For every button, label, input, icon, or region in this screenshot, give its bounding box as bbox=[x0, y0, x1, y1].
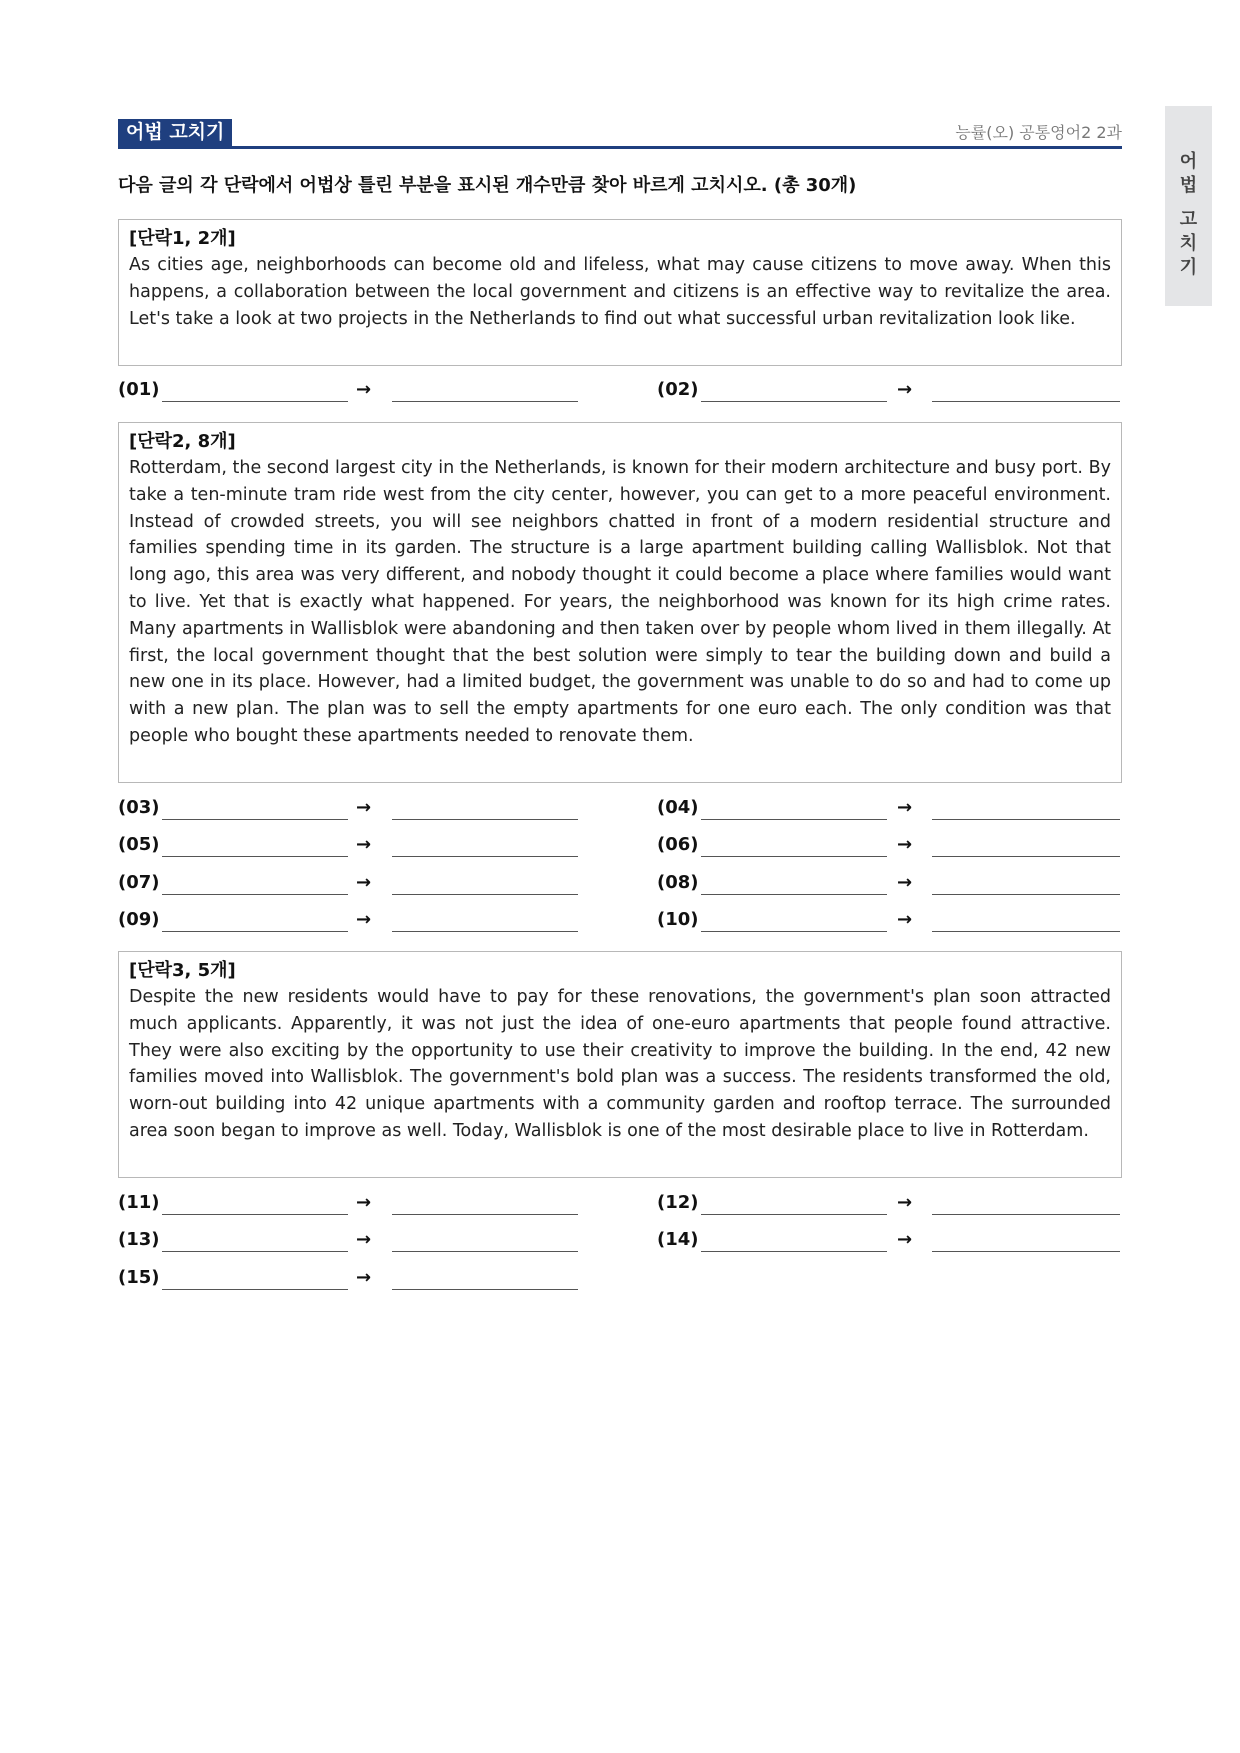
answer-row bbox=[118, 1190, 578, 1216]
arrow-icon: → bbox=[356, 797, 372, 818]
answer-row bbox=[657, 832, 1122, 858]
answer-row bbox=[657, 377, 1122, 403]
arrow-icon: → bbox=[897, 1229, 913, 1250]
arrow-icon: → bbox=[356, 1267, 372, 1288]
answer-blank-wrong[interactable] bbox=[701, 856, 887, 857]
arrow-icon: → bbox=[897, 1192, 913, 1213]
answer-row bbox=[657, 795, 1122, 821]
answer-number: (12) bbox=[657, 1192, 699, 1213]
side-tab bbox=[1165, 106, 1212, 306]
answer-row bbox=[657, 1227, 1122, 1253]
paragraph-title: [단락3, 5개] bbox=[129, 960, 236, 981]
paragraph-box-1 bbox=[118, 219, 1122, 366]
answer-blank-correct[interactable] bbox=[932, 931, 1120, 932]
arrow-icon: → bbox=[897, 797, 913, 818]
answer-number: (05) bbox=[118, 834, 160, 855]
answer-blank-wrong[interactable] bbox=[701, 1251, 887, 1252]
section-badge: 어법 고치기 bbox=[118, 119, 232, 146]
answer-number: (11) bbox=[118, 1192, 160, 1213]
answer-number: (10) bbox=[657, 909, 699, 930]
answer-number: (07) bbox=[118, 872, 160, 893]
answer-blank-correct[interactable] bbox=[392, 931, 578, 932]
side-tab-char: 어 bbox=[1179, 151, 1198, 172]
instruction-text: 다음 글의 각 단락에서 어법상 틀린 부분을 표시된 개수만큼 찾아 바르게 고치시오. (총 30개) bbox=[118, 175, 857, 196]
paragraph-text: Rotterdam, the second largest city in the Netherlands, is known for their modern architecture and busy port. By take a ten-minute tram ride west from the city center, however, you can get to a more peaceful environment. Instead of crowded streets, you will see neighbors chatted in front of a modern residential structure and families spending time in its garden. The structure is a large apartment building calling Wallisblok. Not that long ago, this area was very different, and nobody thought it could become a place where families would want to live. Yet that is exactly what happened. For years, the neighborhood was known for its high crime rates. Many apartments in Wallisblok were abandoning and then taken over by people whom lived in them illegally. At first, the local government thought that the best solution were simply to tear the building down and build a new one in its place. However, had a limited budget, the government was unable to do so and had to come up with a new plan. The plan was to sell the empty apartments for one euro each. The only condition was that people who bought these apartments needed to renovate them. bbox=[129, 458, 1111, 746]
answer-row bbox=[118, 907, 578, 933]
arrow-icon: → bbox=[897, 379, 913, 400]
answer-number: (04) bbox=[657, 797, 699, 818]
answer-blank-correct[interactable] bbox=[392, 401, 578, 402]
paragraph-text: Despite the new residents would have to pay for these renovations, the government's plan soon attracted much applicants. Apparently, it was not just the idea of one-euro apartments that people found attractive. They were also exciting by the opportunity to use their creativity to improve the building. In the end, 42 new families moved into Wallisblok. The government's bold plan was a success. The residents transformed the old, worn-out building into 42 unique apartments with a community garden and rooftop terrace. The surrounded area soon began to improve as well. Today, Wallisblok is one of the most desirable place to live in Rotterdam. bbox=[129, 987, 1111, 1141]
paragraph-title: [단락1, 2개] bbox=[129, 228, 236, 249]
arrow-icon: → bbox=[897, 872, 913, 893]
answer-blank-wrong[interactable] bbox=[162, 401, 348, 402]
answer-row bbox=[118, 377, 578, 403]
arrow-icon: → bbox=[897, 909, 913, 930]
answer-row bbox=[118, 1265, 578, 1291]
answer-number: (03) bbox=[118, 797, 160, 818]
answer-number: (09) bbox=[118, 909, 160, 930]
answer-blank-correct[interactable] bbox=[932, 819, 1120, 820]
answer-blank-wrong[interactable] bbox=[162, 894, 348, 895]
paragraph-box-2 bbox=[118, 422, 1122, 783]
answer-blank-wrong[interactable] bbox=[162, 1289, 348, 1290]
paragraph-title: [단락2, 8개] bbox=[129, 431, 236, 452]
side-tab-char: 기 bbox=[1179, 257, 1198, 278]
arrow-icon: → bbox=[356, 909, 372, 930]
answer-blank-correct[interactable] bbox=[932, 1214, 1120, 1215]
answer-row bbox=[118, 832, 578, 858]
side-tab-char: 고 bbox=[1179, 209, 1198, 230]
answer-number: (06) bbox=[657, 834, 699, 855]
answer-blank-wrong[interactable] bbox=[162, 1214, 348, 1215]
answer-blank-wrong[interactable] bbox=[162, 819, 348, 820]
answer-blank-wrong[interactable] bbox=[701, 931, 887, 932]
answer-blank-correct[interactable] bbox=[392, 819, 578, 820]
answer-number: (15) bbox=[118, 1267, 160, 1288]
answer-blank-wrong[interactable] bbox=[701, 819, 887, 820]
answer-blank-correct[interactable] bbox=[392, 1289, 578, 1290]
answer-blank-correct[interactable] bbox=[392, 1214, 578, 1215]
answer-row bbox=[657, 870, 1122, 896]
side-tab-char: 법 bbox=[1179, 175, 1198, 196]
answer-row bbox=[657, 907, 1122, 933]
answer-blank-wrong[interactable] bbox=[162, 931, 348, 932]
side-tab-char: 치 bbox=[1179, 233, 1198, 254]
course-label: 능률(오) 공통영어2 2과 bbox=[955, 123, 1122, 142]
answer-number: (08) bbox=[657, 872, 699, 893]
answer-blank-wrong[interactable] bbox=[701, 894, 887, 895]
arrow-icon: → bbox=[356, 1192, 372, 1213]
answer-blank-wrong[interactable] bbox=[701, 1214, 887, 1215]
answer-blank-correct[interactable] bbox=[392, 1251, 578, 1252]
arrow-icon: → bbox=[356, 872, 372, 893]
answer-blank-correct[interactable] bbox=[932, 401, 1120, 402]
answer-row bbox=[118, 870, 578, 896]
paragraph-text: As cities age, neighborhoods can become old and lifeless, what may cause citizens to move away. When this happens, a collaboration between the local government and citizens is an effective way to revitalize the area. Let's take a look at two projects in the Netherlands to find out what successful urban revitalization look like. bbox=[129, 255, 1111, 329]
answer-number: (02) bbox=[657, 379, 699, 400]
answer-number: (01) bbox=[118, 379, 160, 400]
arrow-icon: → bbox=[897, 834, 913, 855]
answer-blank-correct[interactable] bbox=[932, 856, 1120, 857]
answer-blank-correct[interactable] bbox=[392, 856, 578, 857]
answer-blank-correct[interactable] bbox=[932, 1251, 1120, 1252]
answer-row bbox=[118, 1227, 578, 1253]
arrow-icon: → bbox=[356, 1229, 372, 1250]
answer-blank-wrong[interactable] bbox=[162, 1251, 348, 1252]
answer-number: (14) bbox=[657, 1229, 699, 1250]
answer-blank-correct[interactable] bbox=[932, 894, 1120, 895]
answer-row bbox=[118, 795, 578, 821]
arrow-icon: → bbox=[356, 834, 372, 855]
answer-blank-wrong[interactable] bbox=[162, 856, 348, 857]
answer-blank-correct[interactable] bbox=[392, 894, 578, 895]
arrow-icon: → bbox=[356, 379, 372, 400]
answer-blank-wrong[interactable] bbox=[701, 401, 887, 402]
answer-row bbox=[657, 1190, 1122, 1216]
answer-number: (13) bbox=[118, 1229, 160, 1250]
paragraph-box-3 bbox=[118, 951, 1122, 1178]
page-header bbox=[118, 119, 1122, 149]
